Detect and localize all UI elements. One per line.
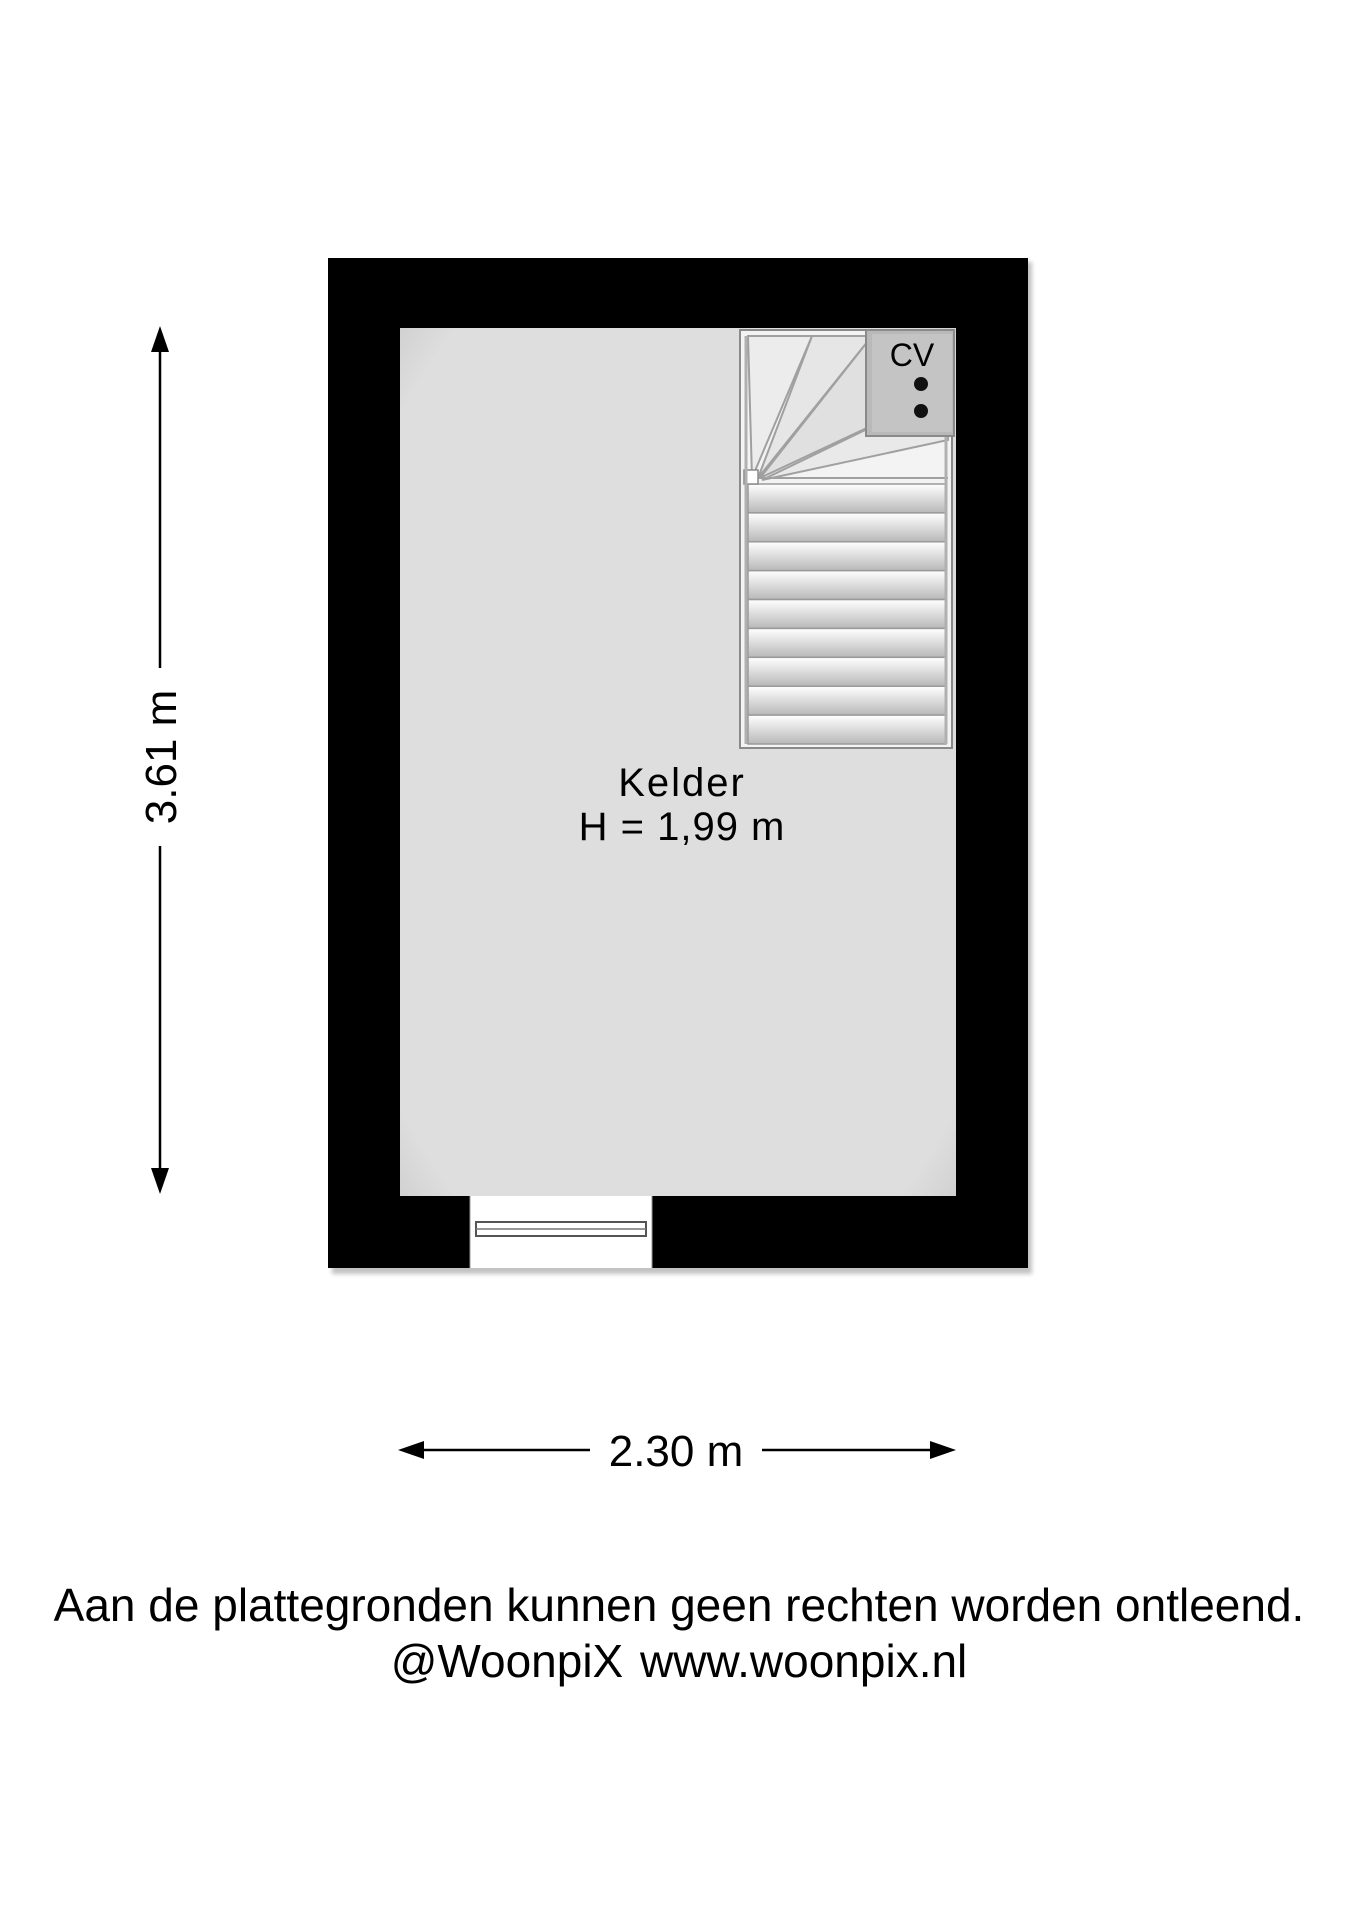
stair-tread: [748, 657, 946, 686]
stair-tread: [748, 484, 946, 513]
vertical-dimension: [137, 326, 186, 1194]
horizontal-dimension-label: 2.30 m: [608, 1427, 744, 1476]
cv-label: CV: [889, 337, 935, 373]
stair-tread: [748, 715, 946, 744]
boiler-pipe-bottom: [914, 404, 928, 418]
stair-tread: [748, 571, 946, 600]
window: [470, 1196, 652, 1268]
arrow-left-icon: [398, 1441, 424, 1459]
arrow-right-icon: [930, 1441, 956, 1459]
boiler-pipe-top: [914, 377, 928, 391]
horizontal-dimension: [398, 1427, 956, 1476]
credit-text: @WoonpiX www.woonpix.nl: [390, 1635, 968, 1687]
room-height: H = 1,99 m: [578, 805, 786, 849]
stair-tread: [748, 600, 946, 629]
arrow-down-icon: [151, 1168, 169, 1194]
stair-tread: [748, 542, 946, 571]
cv-boiler: [866, 330, 954, 436]
room-name: Kelder: [618, 761, 746, 805]
stair-tread: [748, 513, 946, 542]
arrow-up-icon: [151, 326, 169, 352]
stair-tread: [748, 628, 946, 657]
vertical-dimension-label: 3.61 m: [137, 689, 186, 825]
stair-tread: [748, 686, 946, 715]
stair-treads: [748, 484, 946, 744]
disclaimer-text: Aan de plattegronden kunnen geen rechten worden ontleend.: [53, 1579, 1305, 1631]
